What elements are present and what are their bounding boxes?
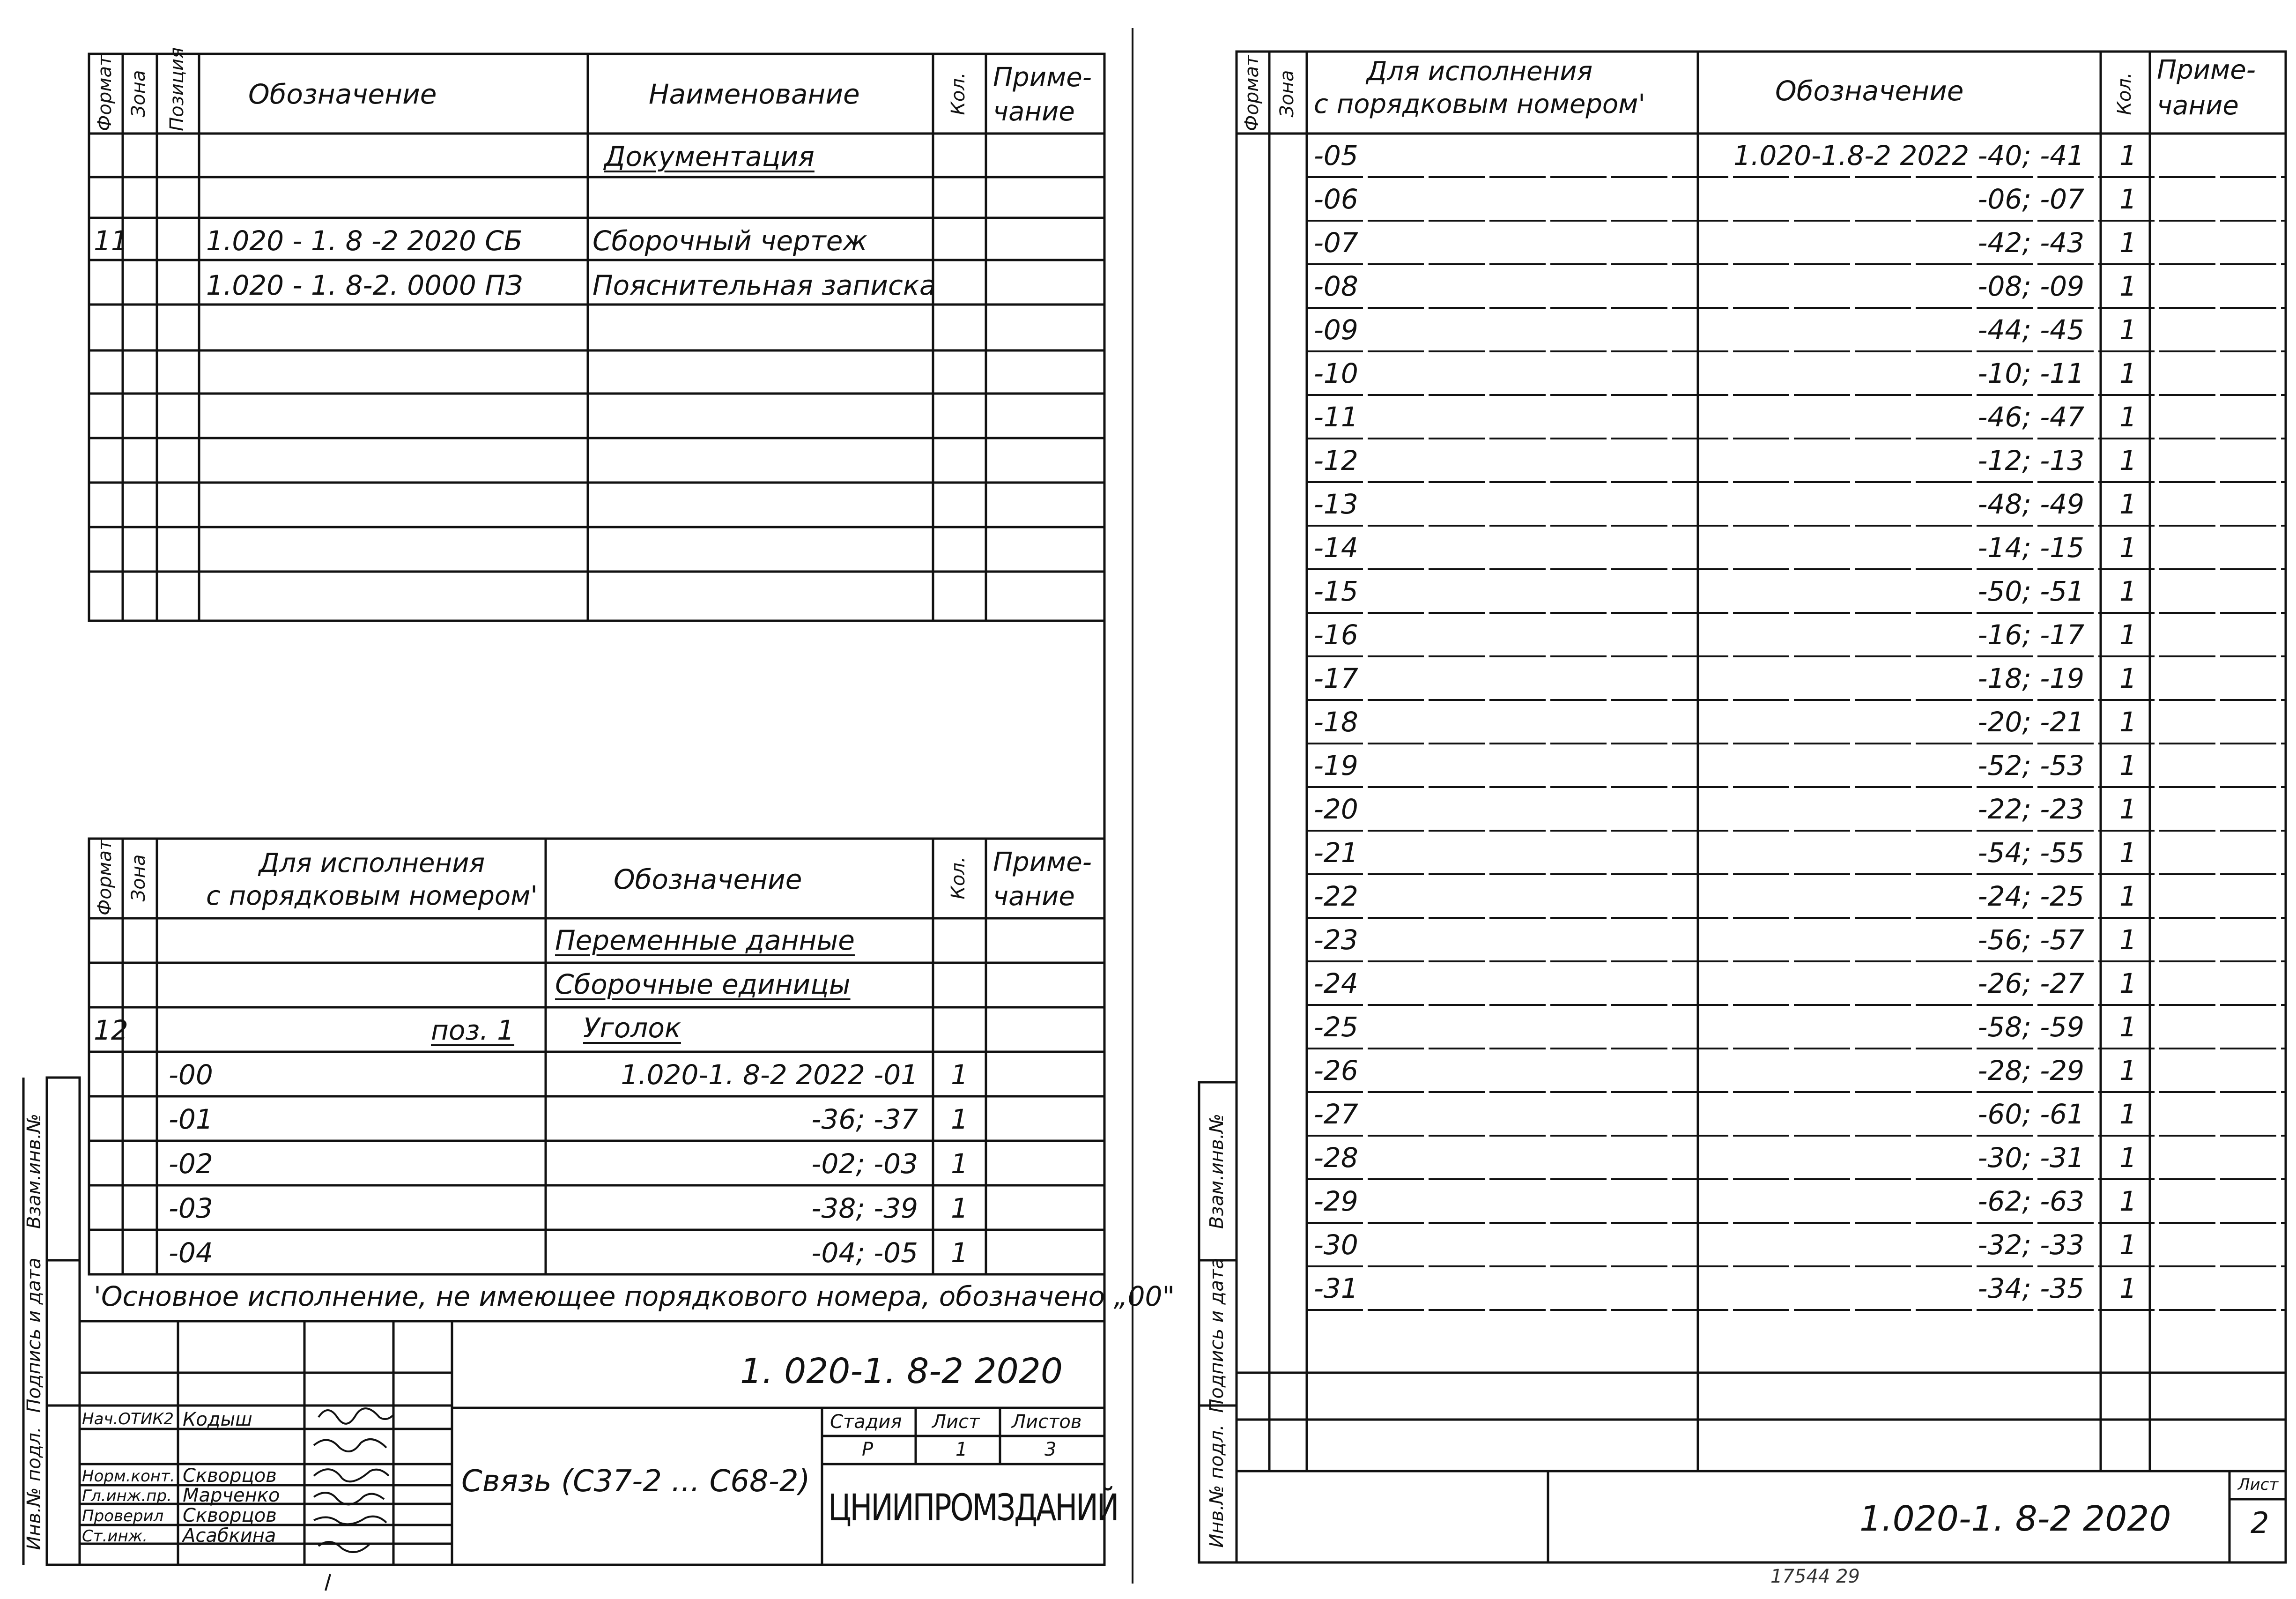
right-row-variant: -17 [1314,662,1358,694]
right-row-variant: -22 [1314,880,1358,912]
right-row-variant: -23 [1314,924,1358,956]
left-header2-variant: Для исполнения с порядковым номером' [206,848,538,911]
right-row-qty: 1 [2119,183,2137,215]
right-row-designation: -58; -59 [1978,1011,2084,1043]
right-row-variant: -21 [1314,837,1358,869]
left-row-qty: 1 [951,1059,968,1091]
right-row-designation: -20; -21 [1978,706,2084,738]
right-row-designation: -46; -47 [1978,401,2084,433]
right-row-variant: -26 [1314,1055,1358,1086]
side-label: Подпись и дата [23,1257,45,1413]
right-row-variant: -27 [1314,1098,1358,1130]
stamp-person: Скворцов [183,1505,277,1526]
right-row-qty: 1 [2119,1055,2137,1086]
right-row-designation: -44; -45 [1978,314,2084,346]
left-row-qty: 1 [951,1237,968,1269]
right-row-variant: -10 [1314,357,1358,389]
stamp-person: Кодыш [183,1409,252,1430]
stamp-role: Нач.ОТИК2 [82,1410,174,1428]
stamp-code: 1. 020-1. 8-2 2020 [740,1351,1063,1391]
right-row-designation: -10; -11 [1978,357,2084,389]
right-row-variant: -16 [1314,619,1358,651]
right-row-designation: -30; -31 [1978,1142,2084,1174]
right-row-qty: 1 [2119,1098,2137,1130]
right-row-variant: -31 [1314,1272,1358,1304]
row12-format: 12 [94,1014,128,1046]
right-row-qty: 1 [2119,793,2137,825]
right-row-qty: 1 [2119,1011,2137,1043]
right-row-designation: -60; -61 [1978,1098,2084,1130]
sheets-label: Листов [1012,1411,1082,1433]
right-sheet-number: 2 [2251,1506,2269,1540]
sheets-value: 3 [1044,1439,1057,1460]
right-row-variant: -15 [1314,575,1358,607]
left-header2-note: Приме- чание [993,847,1092,912]
doc1-designation: 1.020 - 1. 8 -2 2020 СБ [206,225,523,257]
stamp-role: Проверил [82,1507,164,1525]
right-row-qty: 1 [2119,706,2137,738]
stage-label: Стадия [830,1411,902,1433]
right-row-designation: -34; -35 [1978,1272,2084,1304]
right-row-designation: -12; -13 [1978,445,2084,476]
right-row-variant: -05 [1314,140,1358,171]
right-row-designation: -56; -57 [1978,924,2084,956]
right-row-variant: -06 [1314,183,1358,215]
right-row-qty: 1 [2119,314,2137,346]
right-row-designation: -32; -33 [1978,1229,2084,1261]
stamp-role: Гл.инж.пр. [82,1487,172,1505]
side-label: Взам.инв.№ [23,1113,45,1229]
right-row-variant: -14 [1314,532,1358,564]
left-header-qty: Кол. [948,72,969,115]
right-row-qty: 1 [2119,227,2137,259]
right-row-variant: -09 [1314,314,1358,346]
right-row-designation: 1.020-1.8-2 2022 -40; -41 [1733,140,2084,171]
right-row-qty: 1 [2119,662,2137,694]
right-row-designation: -06; -07 [1978,183,2084,215]
stamp-title: Связь (С37-2 ... С68-2) [461,1464,810,1499]
right-row-variant: -11 [1314,401,1358,433]
right-row-variant: -25 [1314,1011,1358,1043]
right-row-designation: -50; -51 [1978,575,2084,607]
right-row-qty: 1 [2119,357,2137,389]
right-header-format: Формат [1241,55,1263,131]
right-row-qty: 1 [2119,1272,2137,1304]
right-row-qty: 1 [2119,140,2137,171]
row12-position: поз. 1 [431,1014,515,1046]
footnote: 'Основное исполнение, не имеющее порядкового номера, обозначено „00" [94,1280,1175,1312]
left-header-name: Наименование [649,78,860,110]
sheet-label: Лист [932,1411,980,1433]
right-row-variant: -28 [1314,1142,1358,1174]
right-row-qty: 1 [2119,619,2137,651]
right-row-variant: -07 [1314,227,1358,259]
left-header-designation: Обозначение [248,78,437,110]
right-row-variant: -24 [1314,967,1358,999]
right-row-designation: -08; -09 [1978,270,2084,302]
stamp-person: Скворцов [183,1465,277,1487]
left-header-format: Формат [94,55,116,131]
right-row-qty: 1 [2119,924,2137,956]
right-row-designation: -48; -49 [1978,488,2084,520]
right-row-qty: 1 [2119,401,2137,433]
right-row-qty: 1 [2119,575,2137,607]
left-row-qty: 1 [951,1148,968,1180]
left-row-variant: -01 [169,1103,213,1135]
right-header-note: Приме- чание [2157,55,2256,121]
right-row-variant: -13 [1314,488,1358,520]
right-row-qty: 1 [2119,488,2137,520]
left-header-note: Приме- чание [993,62,1092,127]
left-row-variant: -04 [169,1237,213,1269]
right-header-designation: Обозначение [1775,75,1964,107]
left-row-variant: -00 [169,1059,213,1091]
row12-name: Уголок [583,1012,681,1044]
right-row-designation: -26; -27 [1978,967,2084,999]
right-row-designation: -24; -25 [1978,880,2084,912]
right-stamp-code: 1.020-1. 8-2 2020 [1859,1499,2171,1539]
side-label: Инв.№ подл. [23,1427,45,1550]
left-header2-format: Формат [94,839,116,915]
right-header-variant: Для исполнения с порядковым номером' [1314,56,1645,119]
left-row-variant: -03 [169,1192,213,1224]
stamp-person: Асабкина [183,1525,276,1547]
right-row-designation: -54; -55 [1978,837,2084,869]
right-row-qty: 1 [2119,880,2137,912]
left-row-designation: -04; -05 [811,1237,918,1269]
right-row-designation: -62; -63 [1978,1185,2084,1217]
left-row-qty: 1 [951,1192,968,1224]
stage-value: Р [862,1439,874,1460]
right-row-designation: -18; -19 [1978,662,2084,694]
right-row-qty: 1 [2119,1142,2137,1174]
right-row-designation: -16; -17 [1978,619,2084,651]
sheet-value: 1 [955,1439,968,1460]
right-row-qty: 1 [2119,1185,2137,1217]
right-row-qty: 1 [2119,445,2137,476]
doc2-designation: 1.020 - 1. 8-2. 0000 ПЗ [206,269,523,301]
side-label: Подпись и дата [1206,1257,1228,1413]
right-row-qty: 1 [2119,1229,2137,1261]
stamp-person: Марченко [183,1485,280,1506]
right-header-zone: Зона [1276,70,1298,118]
left-header2-zone: Зона [128,854,149,902]
right-row-designation: -42; -43 [1978,227,2084,259]
right-row-variant: -30 [1314,1229,1358,1261]
left-header2-designation: Обозначение [614,863,802,895]
left-row-qty: 1 [951,1103,968,1135]
right-row-qty: 1 [2119,270,2137,302]
right-row-qty: 1 [2119,837,2137,869]
right-row-designation: -52; -53 [1978,750,2084,781]
right-row-qty: 1 [2119,750,2137,781]
doc1-format: 11 [94,225,128,257]
left-row-designation: 1.020-1. 8-2 2022 -01 [621,1059,918,1091]
right-row-designation: -22; -23 [1978,793,2084,825]
bottom-stamp-number: 17544 29 [1770,1566,1860,1587]
doc2-name: Пояснительная записка [593,269,936,301]
side-label: Взам.инв.№ [1206,1113,1228,1229]
right-sheet-label: Лист [2238,1475,2279,1494]
left-header-position: Позиция [166,47,188,131]
left-header2-qty: Кол. [948,856,969,900]
side-label: Инв.№ подл. [1206,1424,1228,1548]
right-row-variant: -18 [1314,706,1358,738]
organization: ЦНИИПРОМЗДАНИЙ [828,1487,1118,1529]
assembly-units-title: Сборочные единицы [555,968,851,1000]
right-row-variant: -08 [1314,270,1358,302]
variable-data-title: Переменные данные [555,924,855,956]
left-row-designation: -02; -03 [811,1148,918,1180]
right-row-variant: -29 [1314,1185,1358,1217]
right-header-qty: Кол. [2114,72,2135,115]
left-header-zone: Зона [128,70,149,118]
right-row-variant: -19 [1314,750,1358,781]
left-row-designation: -38; -39 [811,1192,918,1224]
right-row-variant: -12 [1314,445,1358,476]
right-row-designation: -14; -15 [1978,532,2084,564]
doc1-name: Сборочный чертеж [593,225,867,257]
documentation-title: Документация [604,141,815,172]
left-row-designation: -36; -37 [811,1103,918,1135]
right-row-designation: -28; -29 [1978,1055,2084,1086]
left-row-variant: -02 [169,1148,213,1180]
right-row-qty: 1 [2119,532,2137,564]
stamp-role: Ст.инж. [82,1527,148,1546]
right-row-qty: 1 [2119,967,2137,999]
stamp-role: Норм.конт. [82,1467,175,1486]
right-row-variant: -20 [1314,793,1358,825]
right-sheet [1152,0,2296,1599]
